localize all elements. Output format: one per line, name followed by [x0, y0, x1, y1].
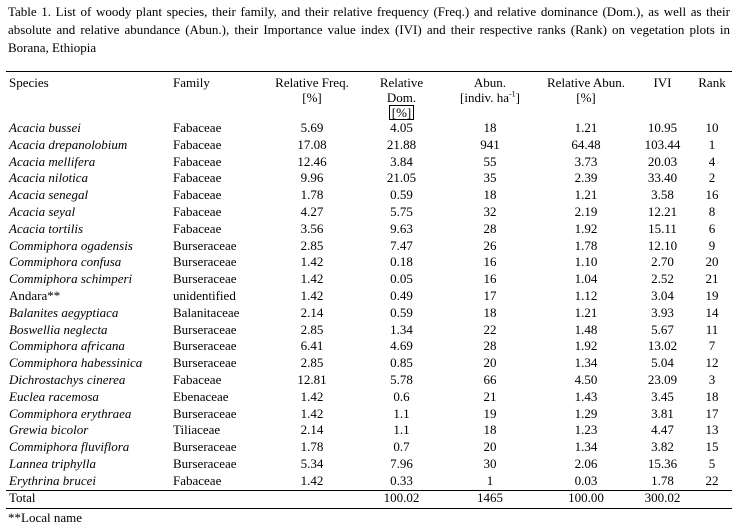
cell-relative-freq: 3.56: [300, 220, 324, 236]
cell-family: Burseraceae: [173, 405, 237, 421]
header-row: [6, 74, 735, 90]
cell-species: Dichrostachys cinerea: [9, 371, 126, 387]
cell-ivi: 3.82: [651, 439, 674, 455]
cell-family: Fabaceae: [173, 170, 222, 186]
cell-rank: 20: [705, 254, 719, 270]
cell-relative-dom: 0.18: [390, 254, 413, 270]
table-row: [6, 406, 735, 423]
cell-relative-freq: 1.42: [300, 254, 324, 270]
cell-species: Commiphora habessinica: [9, 355, 143, 371]
cell-species: Commiphora confusa: [9, 254, 122, 270]
cell-rank: 3: [708, 371, 716, 387]
cell-relative-freq: 2.14: [300, 304, 324, 320]
table-row: [6, 170, 735, 187]
table-row: [6, 322, 735, 339]
cell-species: Acacia seyal: [9, 203, 76, 219]
cell-family: Burseraceae: [173, 455, 237, 471]
total-abun: 1465: [477, 489, 503, 505]
table-row: [6, 372, 735, 389]
cell-relative-abun: 4.50: [574, 371, 598, 387]
cell-relative-dom: 3.84: [390, 153, 413, 169]
cell-relative-dom: 0.49: [390, 287, 413, 303]
bottom-rule: [6, 508, 732, 509]
cell-abun: 28: [483, 338, 497, 354]
header-freq-unit: [%]: [302, 90, 322, 105]
cell-abun: 18: [483, 304, 497, 320]
cell-relative-dom: 21.88: [386, 136, 417, 152]
cell-rank: 7: [708, 338, 716, 354]
cell-species: Acacia nilotica: [9, 170, 89, 186]
cell-family: Fabaceae: [173, 220, 222, 236]
cell-species: Acacia tortilis: [9, 220, 84, 236]
cell-species: Acacia drepanolobium: [9, 136, 128, 152]
cell-relative-freq: 2.85: [300, 355, 324, 371]
cell-relative-abun: 1.29: [574, 405, 598, 421]
cell-relative-dom: 5.78: [390, 371, 413, 387]
cell-rank: 17: [705, 405, 719, 421]
table-row: [6, 154, 735, 171]
cell-family: Burseraceae: [173, 321, 237, 337]
cell-species: Commiphora schimperi: [9, 271, 133, 287]
cell-family: unidentified: [173, 287, 236, 303]
cell-ivi: 3.81: [651, 405, 674, 421]
cell-relative-abun: 1.48: [574, 321, 598, 337]
cell-species: Acacia senegal: [9, 187, 89, 203]
table-row: [6, 204, 735, 221]
header-ivi: IVI: [653, 75, 672, 90]
total-dom: 100.02: [383, 489, 420, 505]
header-row-3: [6, 105, 735, 120]
cell-relative-dom: 4.05: [390, 120, 413, 135]
header-family: Family: [173, 75, 210, 90]
table-row: [6, 473, 735, 490]
table-row: [6, 305, 735, 322]
cell-relative-freq: 1.42: [300, 472, 324, 488]
cell-abun: 19: [483, 405, 497, 421]
cell-ivi: 5.04: [651, 355, 674, 371]
cell-abun: 21: [483, 388, 497, 404]
cell-relative-abun: 2.06: [574, 455, 598, 471]
cell-ivi: 12.10: [647, 237, 678, 253]
cell-relative-abun: 1.23: [574, 422, 598, 438]
cell-abun: 55: [483, 153, 497, 169]
cell-ivi: 33.40: [647, 170, 678, 186]
cell-relative-abun: 1.10: [574, 254, 598, 270]
header-relative-dom: Relative: [379, 75, 424, 90]
cell-abun: 16: [483, 254, 497, 270]
cell-rank: 10: [705, 120, 719, 135]
header-rabun-unit: [%]: [576, 90, 596, 105]
cell-ivi: 23.09: [647, 371, 678, 387]
cell-relative-freq: 6.41: [300, 338, 324, 354]
cell-family: Fabaceae: [173, 472, 222, 488]
cell-rank: 2: [708, 170, 716, 186]
header-dom-line2: Dom.: [386, 90, 417, 105]
cell-relative-abun: 0.03: [574, 472, 598, 488]
cell-relative-dom: 7.47: [390, 237, 413, 253]
cell-relative-dom: 1.34: [390, 321, 413, 337]
cell-species: Erythrina brucei: [9, 472, 97, 488]
table-row: [6, 355, 735, 372]
cell-abun: 16: [483, 271, 497, 287]
cell-family: Burseraceae: [173, 237, 237, 253]
cell-relative-abun: 1.92: [574, 220, 598, 236]
cell-family: Fabaceae: [173, 153, 222, 169]
cell-relative-freq: 9.96: [300, 170, 324, 186]
cell-relative-abun: 1.78: [574, 237, 598, 253]
cell-relative-abun: 1.21: [574, 187, 598, 203]
cell-abun: 20: [483, 439, 497, 455]
cell-relative-abun: 1.21: [574, 120, 598, 135]
table-row: [6, 238, 735, 255]
cell-abun: 32: [483, 203, 497, 219]
cell-abun: 18: [483, 422, 497, 438]
cell-relative-abun: 1.34: [574, 439, 598, 455]
cell-relative-dom: 5.75: [390, 203, 413, 219]
species-table: [6, 74, 735, 506]
cell-relative-dom: 0.33: [390, 472, 413, 488]
table-row: [6, 271, 735, 288]
cell-relative-freq: 4.27: [300, 203, 324, 219]
cell-family: Burseraceae: [173, 439, 237, 455]
cell-rank: 14: [705, 304, 719, 320]
cell-relative-dom: 0.85: [390, 355, 413, 371]
table-row: [6, 254, 735, 271]
cell-relative-freq: 5.34: [300, 455, 324, 471]
cell-relative-freq: 1.42: [300, 271, 324, 287]
cell-relative-dom: 7.96: [390, 455, 413, 471]
header-species: Species: [9, 75, 49, 90]
cell-rank: 15: [705, 439, 719, 455]
cell-abun: 1: [486, 472, 494, 488]
total-row: [6, 490, 735, 507]
cell-relative-abun: 1.21: [574, 304, 598, 320]
cell-abun: 20: [483, 355, 497, 371]
table-row: [6, 187, 735, 204]
cell-rank: 21: [705, 271, 719, 287]
cell-relative-freq: 1.78: [300, 439, 324, 455]
cell-relative-freq: 12.46: [297, 153, 327, 169]
cell-species: Acacia bussei: [9, 120, 81, 135]
cell-relative-freq: 1.42: [300, 287, 324, 303]
cell-abun: 30: [483, 455, 497, 471]
cell-ivi: 3.93: [651, 304, 674, 320]
table-row: [6, 389, 735, 406]
cell-family: Tiliaceae: [173, 422, 221, 438]
cell-relative-freq: 2.85: [300, 321, 324, 337]
cell-relative-dom: 0.05: [390, 271, 413, 287]
cell-ivi: 2.52: [651, 271, 674, 287]
cell-ivi: 15.11: [648, 220, 677, 236]
cell-family: Ebenaceae: [173, 388, 229, 404]
cell-rank: 5: [708, 455, 716, 471]
total-rabun: 100.00: [568, 489, 604, 505]
top-rule: [6, 71, 732, 72]
cell-ivi: 15.36: [647, 455, 678, 471]
cell-ivi: 103.44: [644, 136, 681, 152]
cell-ivi: 3.58: [651, 187, 674, 203]
header-rank: Rank: [698, 75, 726, 90]
header-abun: Abun.: [473, 75, 507, 90]
cell-rank: 1: [708, 136, 716, 152]
table-row: [6, 338, 735, 355]
cell-rank: 18: [705, 388, 719, 404]
table-caption: Table 1. List of woody plant species, their family, and their relative frequency (Freq.) and relative dominance (Dom.), as well as their absolute and relative abundance (Abun.), their Importance value index (IVI) and their respective ranks (Rank) on vegetation plots in Borana, Ethiopia: [8, 4, 730, 55]
cell-species: Commiphora ogadensis: [9, 237, 133, 253]
cell-species: Euclea racemosa: [9, 388, 99, 404]
cell-relative-abun: 1.34: [574, 355, 598, 371]
cell-family: Burseraceae: [173, 338, 237, 354]
cell-species: Commiphora africana: [9, 338, 125, 354]
table-row: [6, 288, 735, 305]
cell-rank: 12: [705, 355, 719, 371]
cell-relative-freq: 1.42: [300, 388, 324, 404]
cell-species: Boswellia neglecta: [9, 321, 108, 337]
cell-relative-freq: 5.69: [300, 120, 324, 135]
cell-relative-abun: 1.12: [574, 287, 598, 303]
cell-relative-abun: 1.92: [574, 338, 598, 354]
cell-family: Burseraceae: [173, 254, 237, 270]
header-abun-unit: [indiv. $ha^{-1}$]: [460, 89, 520, 105]
table-row: [6, 422, 735, 439]
table-row: [6, 137, 735, 154]
table-row: [6, 439, 735, 456]
cell-rank: 11: [705, 321, 719, 337]
total-label: Total: [9, 489, 36, 505]
cell-ivi: 2.70: [651, 254, 674, 270]
cell-ivi: 20.03: [647, 153, 678, 169]
cell-rank: 13: [705, 422, 719, 438]
cell-abun: 22: [483, 321, 497, 337]
cell-ivi: 5.67: [651, 321, 674, 337]
cell-ivi: 1.78: [651, 472, 674, 488]
cell-family: Balanitaceae: [173, 304, 240, 320]
header-row-2: [6, 90, 735, 105]
table-row: [6, 456, 735, 473]
cell-relative-freq: 17.08: [297, 136, 327, 152]
cell-relative-dom: 1.1: [393, 422, 410, 438]
cell-abun: 66: [483, 371, 497, 387]
cell-family: Fabaceae: [173, 371, 222, 387]
cell-relative-abun: 2.19: [574, 203, 598, 219]
table-row: [6, 221, 735, 238]
cell-relative-freq: 2.85: [300, 237, 324, 253]
table-row: [6, 120, 735, 137]
cell-ivi: 12.21: [647, 203, 678, 219]
cell-family: Fabaceae: [173, 203, 222, 219]
cell-ivi: 3.45: [651, 388, 674, 404]
cell-species: Acacia mellifera: [9, 153, 96, 169]
cell-relative-freq: 1.42: [300, 405, 324, 421]
cell-relative-dom: 4.69: [390, 338, 413, 354]
cell-relative-dom: 9.63: [390, 220, 413, 236]
cell-rank: 19: [705, 287, 719, 303]
cell-relative-dom: 0.59: [390, 304, 413, 320]
cell-ivi: 13.02: [647, 338, 678, 354]
cell-family: Fabaceae: [173, 120, 222, 135]
cell-ivi: 10.95: [647, 120, 678, 135]
cell-family: Burseraceae: [173, 271, 237, 287]
cell-rank: 22: [705, 472, 719, 488]
cell-family: Burseraceae: [173, 355, 237, 371]
cell-abun: 18: [483, 187, 497, 203]
cell-rank: 6: [708, 220, 716, 236]
cell-species: Commiphora fluviflora: [9, 439, 130, 455]
cell-abun: 26: [483, 237, 497, 253]
cell-rank: 16: [705, 187, 719, 203]
header-relative-freq: Relative Freq.: [275, 75, 349, 90]
cell-relative-abun: 3.73: [574, 153, 598, 169]
cell-relative-dom: 0.59: [390, 187, 413, 203]
cell-relative-dom: 0.7: [393, 439, 410, 455]
cell-relative-freq: 2.14: [300, 422, 324, 438]
cell-species: Lannea triphylla: [9, 455, 97, 471]
cell-rank: 4: [708, 153, 716, 169]
cell-relative-dom: 21.05: [386, 170, 417, 186]
header-dom-unit: [%]: [389, 105, 415, 120]
cell-relative-dom: 0.6: [393, 388, 410, 404]
cell-abun: 17: [483, 287, 497, 303]
cell-species: Commiphora erythraea: [9, 405, 132, 421]
cell-abun: 18: [483, 120, 497, 135]
cell-abun: 941: [480, 136, 500, 152]
cell-rank: 8: [708, 203, 716, 219]
cell-abun: 35: [483, 170, 497, 186]
cell-relative-freq: 12.81: [297, 371, 327, 387]
cell-rank: 9: [708, 237, 716, 253]
cell-relative-abun: 2.39: [574, 170, 598, 186]
cell-species: Balanites aegyptiaca: [9, 304, 119, 320]
cell-family: Fabaceae: [173, 136, 222, 152]
cell-family: Fabaceae: [173, 187, 222, 203]
cell-species: Andara**: [9, 287, 61, 303]
cell-ivi: 3.04: [651, 287, 674, 303]
cell-abun: 28: [483, 220, 497, 236]
total-ivi: 300.02: [644, 489, 681, 505]
cell-species: Grewia bicolor: [9, 422, 89, 438]
cell-relative-abun: 1.43: [574, 388, 598, 404]
cell-ivi: 4.47: [651, 422, 674, 438]
cell-relative-dom: 1.1: [393, 405, 410, 421]
footnote: **Local name: [8, 510, 82, 525]
cell-relative-abun: 64.48: [571, 136, 601, 152]
cell-relative-abun: 1.04: [574, 271, 598, 287]
cell-relative-freq: 1.78: [300, 187, 324, 203]
table-body: [6, 120, 735, 490]
header-relative-abun: Relative Abun.: [547, 75, 625, 90]
